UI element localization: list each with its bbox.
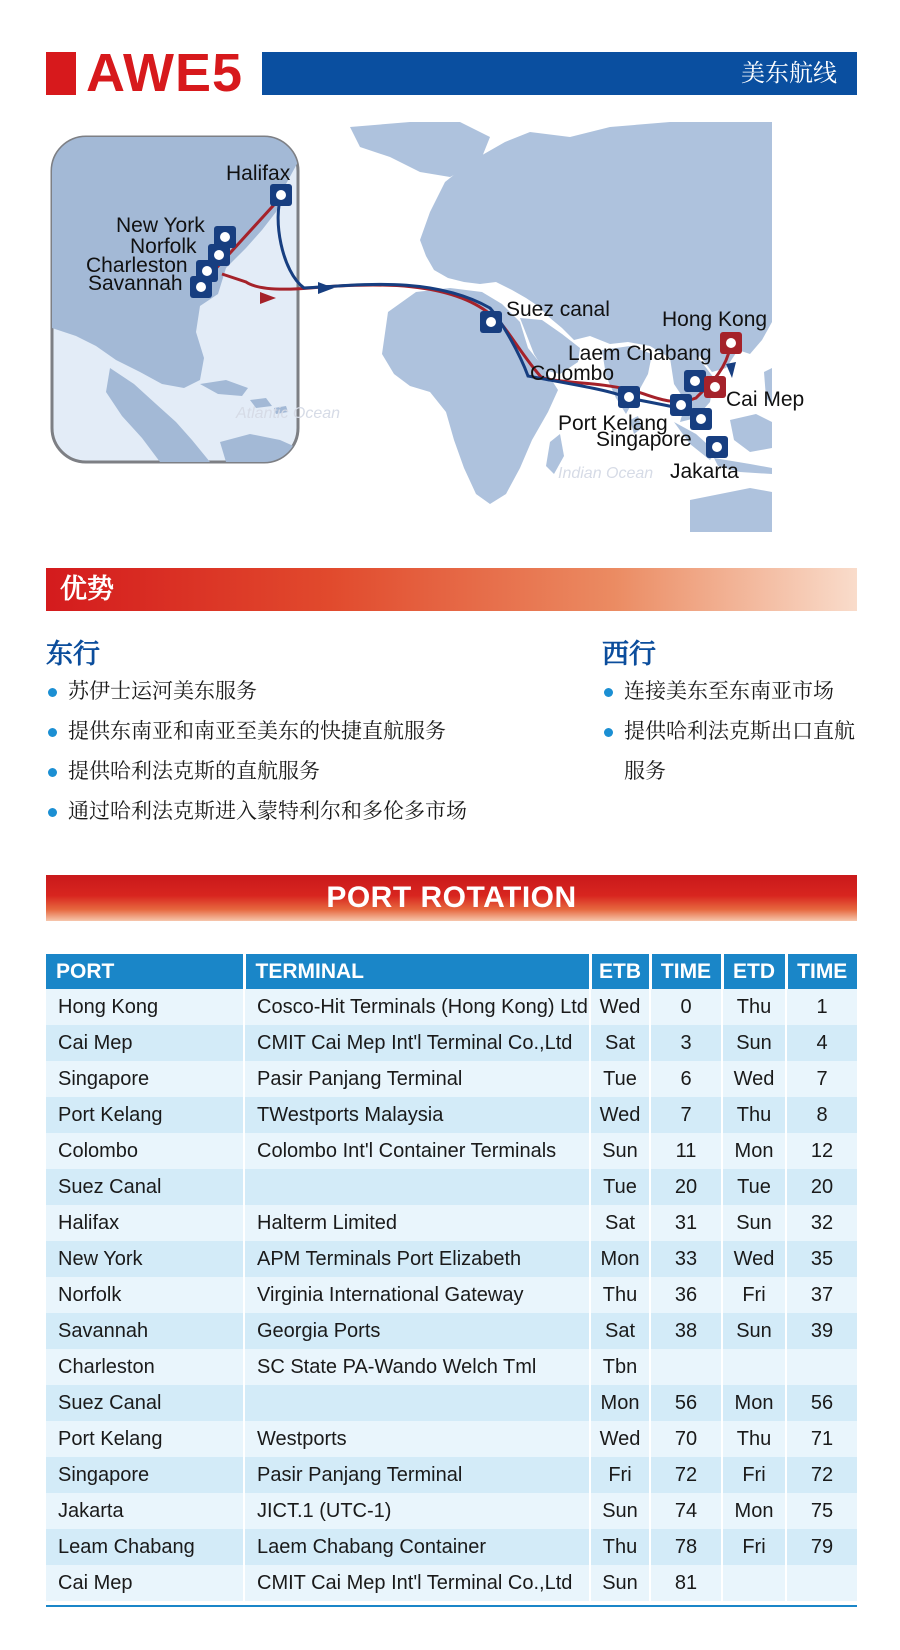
cell-etb: Thu <box>590 1529 650 1565</box>
table-row <box>46 1457 857 1493</box>
port-node-port-kelang <box>670 394 692 416</box>
cell-etb-time: 36 <box>650 1277 722 1313</box>
cell-etd: Thu <box>722 1097 786 1133</box>
cell-port: Port Kelang <box>46 1421 244 1457</box>
route-map <box>50 122 860 532</box>
list-item: 提供东南亚和南亚至美东的快捷直航服务 <box>46 712 566 752</box>
cell-etd-time <box>786 1349 857 1385</box>
cell-etb-time: 20 <box>650 1169 722 1205</box>
cell-etb-time: 38 <box>650 1313 722 1349</box>
cell-etb-time: 0 <box>650 989 722 1025</box>
table-row <box>46 1421 857 1457</box>
cell-etb-time: 81 <box>650 1565 722 1601</box>
cell-etb: Sat <box>590 1313 650 1349</box>
label-singapore: Singapore <box>596 428 692 451</box>
service-title: AWE5 <box>86 43 244 103</box>
cell-etd <box>722 1565 786 1601</box>
cell-etb-time: 74 <box>650 1493 722 1529</box>
cell-etd-time: 8 <box>786 1097 857 1133</box>
westbound-list <box>602 672 864 792</box>
cell-etb: Wed <box>590 1097 650 1133</box>
label-new-york: New York <box>116 214 205 237</box>
label-atlantic: Atlantic Ocean <box>236 405 341 422</box>
table-bottom-rule <box>46 1605 857 1607</box>
label-port-kelang: Port Kelang <box>558 412 668 435</box>
cell-etd: Sun <box>722 1025 786 1061</box>
port-node-halifax <box>270 184 292 206</box>
port-rotation-table <box>46 954 857 1601</box>
port-rotation-title: PORT ROTATION <box>326 881 577 914</box>
port-rotation-body <box>46 989 857 1601</box>
cell-terminal: Pasir Panjang Terminal <box>244 1061 590 1097</box>
cell-port: Singapore <box>46 1457 244 1493</box>
label-indian: Indian Ocean <box>558 465 654 482</box>
table-row <box>46 1205 857 1241</box>
label-laem-chabang: Laem Chabang <box>568 342 712 365</box>
port-node-savannah <box>190 276 212 298</box>
eastbound-heading: 东行 <box>46 639 100 669</box>
table-row <box>46 1097 857 1133</box>
list-item: 苏伊士运河美东服务 <box>46 672 566 712</box>
cell-etb: Sun <box>590 1133 650 1169</box>
port-node-laem-chabang <box>684 370 706 392</box>
route-map-svg <box>50 122 860 532</box>
cell-etd-time: 37 <box>786 1277 857 1313</box>
cell-terminal: Cosco-Hit Terminals (Hong Kong) Ltd <box>244 989 590 1025</box>
cell-terminal: Georgia Ports <box>244 1313 590 1349</box>
cell-etd-time: 12 <box>786 1133 857 1169</box>
port-rotation-bar <box>46 875 857 921</box>
label-cai-mep: Cai Mep <box>726 388 805 411</box>
cell-port: Colombo <box>46 1133 244 1169</box>
cell-etb-time: 11 <box>650 1133 722 1169</box>
header-red-block <box>46 52 76 95</box>
cell-etd-time: 71 <box>786 1421 857 1457</box>
cell-etb: Tue <box>590 1169 650 1205</box>
cell-terminal: Laem Chabang Container <box>244 1529 590 1565</box>
header-etb: ETB <box>590 954 650 989</box>
cell-etd: Sun <box>722 1205 786 1241</box>
cell-port: Halifax <box>46 1205 244 1241</box>
cell-etd: Fri <box>722 1457 786 1493</box>
cell-etb: Sun <box>590 1565 650 1601</box>
cell-etb: Sat <box>590 1205 650 1241</box>
table-row <box>46 1565 857 1601</box>
cell-etb-time <box>650 1349 722 1385</box>
advantages-title: 优势 <box>60 574 114 604</box>
cell-terminal: JICT.1 (UTC-1) <box>244 1493 590 1529</box>
cell-port: Charleston <box>46 1349 244 1385</box>
cell-etb: Sun <box>590 1493 650 1529</box>
cell-port: Suez Canal <box>46 1385 244 1421</box>
cell-etd: Wed <box>722 1241 786 1277</box>
header-etb-time: TIME <box>650 954 722 989</box>
eastbound-list <box>46 672 566 832</box>
cell-terminal: Westports <box>244 1421 590 1457</box>
list-item: 连接美东至东南亚市场 <box>602 672 864 712</box>
table-row <box>46 1133 857 1169</box>
cell-port: Hong Kong <box>46 989 244 1025</box>
header-port: PORT <box>46 954 244 989</box>
cell-etb-time: 7 <box>650 1097 722 1133</box>
label-halifax: Halifax <box>226 162 291 185</box>
cell-etd-time <box>786 1565 857 1601</box>
table-row <box>46 989 857 1025</box>
cell-terminal: CMIT Cai Mep Int'l Terminal Co.,Ltd <box>244 1025 590 1061</box>
port-node-hong-kong <box>720 332 742 354</box>
cell-etb-time: 56 <box>650 1385 722 1421</box>
cell-etd-time: 79 <box>786 1529 857 1565</box>
cell-etb: Tue <box>590 1061 650 1097</box>
cell-etb-time: 70 <box>650 1421 722 1457</box>
cell-etb-time: 6 <box>650 1061 722 1097</box>
cell-port: New York <box>46 1241 244 1277</box>
table-row <box>46 1241 857 1277</box>
list-item: 提供哈利法克斯出口直航服务 <box>602 712 864 792</box>
header-etd-time: TIME <box>786 954 857 989</box>
cell-etd: Fri <box>722 1529 786 1565</box>
label-norfolk: Norfolk <box>130 235 197 258</box>
cell-etb: Wed <box>590 1421 650 1457</box>
cell-etd-time: 4 <box>786 1025 857 1061</box>
port-node-suez <box>480 311 502 333</box>
cell-etd: Mon <box>722 1493 786 1529</box>
cell-etd: Fri <box>722 1277 786 1313</box>
port-node-jakarta <box>706 436 728 458</box>
header-terminal: TERMINAL <box>244 954 590 989</box>
cell-terminal <box>244 1169 590 1205</box>
cell-etd: Wed <box>722 1061 786 1097</box>
table-header-row <box>46 954 857 989</box>
cell-port: Cai Mep <box>46 1565 244 1601</box>
cell-etd: Sun <box>722 1313 786 1349</box>
cell-etb: Fri <box>590 1457 650 1493</box>
cell-terminal <box>244 1385 590 1421</box>
table-row <box>46 1529 857 1565</box>
advantages-bar <box>46 568 857 611</box>
cell-etd: Mon <box>722 1385 786 1421</box>
cell-terminal: APM Terminals Port Elizabeth <box>244 1241 590 1277</box>
list-item: 通过哈利法克斯进入蒙特利尔和多伦多市场 <box>46 792 566 832</box>
table-row <box>46 1025 857 1061</box>
cell-etd-time: 75 <box>786 1493 857 1529</box>
cell-etd <box>722 1349 786 1385</box>
cell-etd: Mon <box>722 1133 786 1169</box>
cell-etd-time: 35 <box>786 1241 857 1277</box>
table-row <box>46 1313 857 1349</box>
cell-etb: Sat <box>590 1025 650 1061</box>
table-row <box>46 1493 857 1529</box>
port-node-singapore <box>690 408 712 430</box>
table-row <box>46 1349 857 1385</box>
cell-etd: Tue <box>722 1169 786 1205</box>
cell-terminal: Pasir Panjang Terminal <box>244 1457 590 1493</box>
cell-port: Leam Chabang <box>46 1529 244 1565</box>
cell-etb: Thu <box>590 1277 650 1313</box>
port-node-colombo <box>618 386 640 408</box>
cell-terminal: Halterm Limited <box>244 1205 590 1241</box>
cell-etb-time: 78 <box>650 1529 722 1565</box>
port-node-cai-mep <box>704 376 726 398</box>
table-row <box>46 1169 857 1205</box>
cell-etd: Thu <box>722 1421 786 1457</box>
service-subtitle: 美东航线 <box>741 60 837 87</box>
cell-terminal: CMIT Cai Mep Int'l Terminal Co.,Ltd <box>244 1565 590 1601</box>
header-etd: ETD <box>722 954 786 989</box>
cell-etd-time: 20 <box>786 1169 857 1205</box>
label-suez: Suez canal <box>506 298 610 321</box>
cell-etd-time: 1 <box>786 989 857 1025</box>
cell-etb: Tbn <box>590 1349 650 1385</box>
cell-etb-time: 3 <box>650 1025 722 1061</box>
cell-port: Suez Canal <box>46 1169 244 1205</box>
westbound-heading: 西行 <box>602 639 656 669</box>
table-row <box>46 1277 857 1313</box>
cell-etd-time: 32 <box>786 1205 857 1241</box>
label-hong-kong: Hong Kong <box>662 308 768 331</box>
cell-port: Norfolk <box>46 1277 244 1313</box>
label-charleston: Charleston <box>86 254 188 277</box>
cell-etb-time: 33 <box>650 1241 722 1277</box>
cell-etd-time: 72 <box>786 1457 857 1493</box>
cell-etb: Mon <box>590 1241 650 1277</box>
list-item: 提供哈利法克斯的直航服务 <box>46 752 566 792</box>
cell-etb-time: 72 <box>650 1457 722 1493</box>
cell-port: Singapore <box>46 1061 244 1097</box>
cell-etd-time: 56 <box>786 1385 857 1421</box>
label-savannah: Savannah <box>88 272 183 295</box>
cell-etd: Thu <box>722 989 786 1025</box>
cell-etb: Mon <box>590 1385 650 1421</box>
cell-port: Jakarta <box>46 1493 244 1529</box>
cell-etd-time: 7 <box>786 1061 857 1097</box>
label-jakarta: Jakarta <box>670 460 739 483</box>
table-row <box>46 1385 857 1421</box>
cell-port: Cai Mep <box>46 1025 244 1061</box>
cell-etd-time: 39 <box>786 1313 857 1349</box>
cell-terminal: Virginia International Gateway <box>244 1277 590 1313</box>
cell-etb: Wed <box>590 989 650 1025</box>
cell-port: Port Kelang <box>46 1097 244 1133</box>
cell-terminal: SC State PA-Wando Welch Tml <box>244 1349 590 1385</box>
cell-terminal: Colombo Int'l Container Terminals <box>244 1133 590 1169</box>
cell-etb-time: 31 <box>650 1205 722 1241</box>
label-colombo: Colombo <box>530 362 615 385</box>
cell-port: Savannah <box>46 1313 244 1349</box>
header-blue-bar <box>262 52 857 95</box>
table-row <box>46 1061 857 1097</box>
cell-terminal: TWestports Malaysia <box>244 1097 590 1133</box>
